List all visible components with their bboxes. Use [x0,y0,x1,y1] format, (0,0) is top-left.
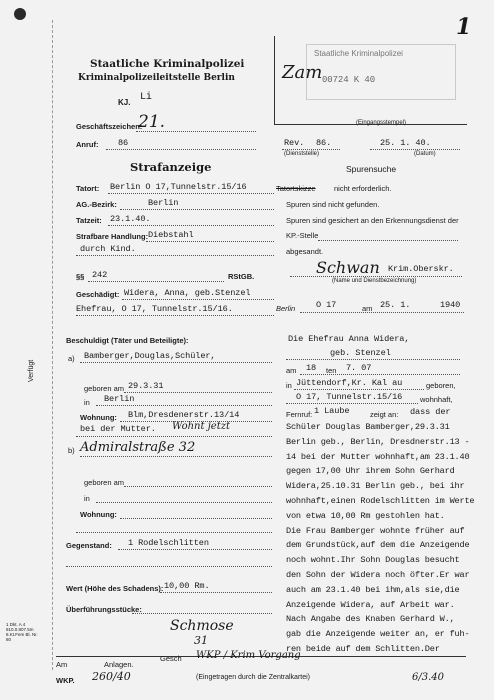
geschaedigt-value: Widera, Anna, geb.Stenzel [124,288,251,298]
narrative-line: Anzeigende Widera, auf Arbeit war. [286,599,455,610]
rule [76,532,272,533]
rule [132,613,272,614]
tatortskizze-struck: Tatortskizze [276,184,316,193]
spuren-line-5: abgesandt. [286,247,324,256]
narrative-line: dem Grundstück,auf dem die Anzeigende [286,540,470,551]
tatzeit-label: Tatzeit: [76,216,102,225]
rule [76,315,274,316]
suspect-a-name: Bamberger,Douglas,Schüler, [84,351,216,361]
narrative-line: noch wohnt.Ihr Sohn Douglas besucht [286,555,460,566]
beschuldigt-label: Beschuldigt (Täter und Beteiligte): [66,336,189,345]
rule [118,549,272,550]
spuren-line-3: Spuren sind gesichert an den Erkennungsdienst der [286,216,459,225]
narrative-line: gab die Anzeigende weiter an, er fuh- [286,629,470,640]
suspect-in-value: Berlin [104,394,135,404]
anruf-value: 86 [118,138,129,148]
suspect-in-label: in [84,398,90,407]
narrative-line: Berlin geb., Berlin, Dresdnerstr.13 - [286,436,470,447]
berlin-label: Berlin [276,304,296,313]
form-title: Strafanzeige [130,160,212,174]
officer-rank: Krim.Oberskr. [388,264,454,274]
file-reference-value: 21. [138,112,166,132]
suspect-geboren-label: geboren am [84,384,125,393]
suspect-wohnung-label: Wohnung: [80,413,117,422]
dienststelle-caption: (Dienststelle) [284,151,320,157]
spuren-line-1: nicht erforderlich. [334,184,392,193]
rule [300,312,464,313]
spuren-line-2: Spuren sind nicht gefunden. [286,200,380,209]
rule [318,240,458,241]
rule [124,486,272,487]
rule [108,225,274,226]
file-reference-label: Geschäftszeichen: [76,122,143,131]
kj-label: KJ. [118,98,131,107]
footer-bottom-date: 6/3.40 [412,672,444,683]
margin-rule [52,20,53,670]
stamp-handwriting: Zam [282,62,323,83]
punch-hole [14,8,26,20]
rule [76,255,274,256]
rb-geb: geb. Stenzel [330,348,391,358]
left-margin-annotation: Verfügt [28,359,35,382]
rule [96,502,272,503]
stamp-line1: Staatliche Kriminalpolizei [314,49,403,58]
rule [80,362,272,363]
rb-dass: dass der [410,407,451,417]
tatort-label: Tatort: [76,184,100,193]
handlung-value-2: durch Kind. [80,244,136,254]
spuren-line-4: KP.-Stelle [286,231,319,240]
rule [286,359,460,360]
narrative-line: 14 bei der Mutter wohnhaft,am 23.1.40 [286,451,470,462]
footer-wkp: WKP. [56,676,75,685]
handlung-value: Diebstahl [148,230,194,240]
rb-am-value: 18 [306,363,317,373]
rstgb-label: RStGB. [228,272,255,281]
bezirk-value: Berlin [148,198,179,208]
rule [76,436,272,437]
anruf-label: Anruf: [76,140,99,149]
footer-bottom-note: (Eingetragen durch die Zentralkartei) [196,674,311,681]
rule [146,241,274,242]
rb-wohnhaft: wohnhaft, [420,395,453,404]
berlin-district: O 17 [316,300,337,310]
rule [96,405,272,406]
suspect-wohnung-note: Wohnt jetzt [172,421,231,432]
page-number: 1 [456,14,472,40]
rule [300,374,460,375]
footer-am: Am [56,660,68,669]
narrative-line: von etwa 10,00 Rm gestohlen hat. [286,510,445,521]
rule [294,389,424,390]
print-codes: 1 Dkt. A 4 810.0.807.5m 8.Kt.Fem Bl. Nr. 80 [6,622,38,642]
rule [106,149,256,150]
narrative-line: auch am 23.1.40 bei ihm,als sie,die [286,584,460,595]
rb-am-label: am [286,366,297,375]
handlung-label: Strafbare Handlung: [76,232,149,241]
rb-geboren: geboren, [426,381,456,390]
suspect-b-label: b) [68,446,75,455]
narrative-line: Schüler Douglas Bamberger,29.3.31 [286,422,450,432]
rule [120,518,272,519]
stamp-line2: 00724 K 40 [322,75,376,85]
rule [122,299,274,300]
geschaedigt-label: Geschädigt: [76,290,120,299]
rev-value: 86. [316,138,332,148]
suspect-b-geboren: geboren am [84,478,125,487]
rb-addr: O 17, Tunnelstr.15/16 [296,392,403,402]
narrative-line: wohnhaft,einen Rodelschlitten im Werte [286,495,475,506]
rule [88,281,224,282]
narrative-line: Die Frau Bamberger wohnte früher auf [286,525,465,536]
paragraph-label: §§ [76,272,85,281]
narrative-line: ren beide auf dem Schlitten.Der [286,643,440,654]
rb-fernruf-label: Fernruf: [286,410,313,419]
suspect-geboren-value: 29.3.31 [128,381,164,391]
gegenstand-label: Gegenstand: [66,541,112,550]
footer-wkp-value: 260/40 [92,670,131,683]
suspect-a-label: a) [68,354,75,363]
footer-bottom-hw: WKP / Krim Vorgang [196,650,301,661]
narrative-line: den Sohn der Widera noch öfter.Er war [286,569,470,580]
paragraph-value: 242 [92,270,108,280]
datum-caption: (Datum) [414,151,436,157]
narrative-line: Widera,25.10.31 Berlin geb., bei ihr [286,481,465,492]
rb-fernruf-value: 1 Laube [314,406,350,416]
report-date: 25. 1. 40. [380,138,431,148]
geschaedigt-value-2: Ehefrau, O 17, Tunnelstr.15/16. [76,304,233,314]
suspect-wohnung-value: Blm,Dresdenerstr.13/14 [128,410,240,420]
wert-label: Wert (Höhe des Schadens): [66,584,164,593]
signature-1: Schmose [170,618,234,634]
tatort-value: Berlin O 17,Tunnelstr.15/16 [110,182,247,192]
berlin-date: 25. 1. [380,300,411,310]
rb-am-value-2: 7. 07 [346,363,372,373]
rb-in-label: in [286,381,292,390]
rule [370,149,460,150]
rule [282,149,340,150]
rule [108,193,274,194]
gegenstand-value: 1 Rodelschlitten [128,538,209,548]
officer-caption: (Name und Dienstbezeichnung) [332,278,417,284]
rb-zeigt: zeigt an: [370,410,399,419]
suspect-b-value: Admiralstraße 32 [80,440,196,455]
rb-ten: ten [326,366,337,375]
bezirk-label: AG.-Bezirk: [76,200,117,209]
suspect-wohnung-value-2: bei der Mutter. [80,424,156,434]
rule [160,592,272,593]
suspect-b-in: in [84,494,90,503]
rule [120,209,274,210]
rule [290,276,462,277]
berlin-year: 1940 [440,300,461,310]
spurensuche-title: Spurensuche [346,164,397,174]
footer-gesch: Gesch [160,654,182,663]
officer-signature: Schwan [316,258,380,277]
sub-agency-name: Kriminalpolizeileitstelle Berlin [78,73,235,83]
rule [66,566,272,567]
ueberfuehrung-label: Überführungsstücke: [66,605,142,614]
rule [286,403,418,404]
tatzeit-value: 23.1.40. [110,214,151,224]
stamp-caption: (Eingangsstempel) [356,120,407,126]
rb-in-value: Jüttendorf,Kr. Kal au [296,378,403,388]
rule [124,392,272,393]
footer-anlagen: Anlagen. [104,660,134,669]
kj-value: Li [140,92,152,103]
wert-value: 10,00 Rm. [164,581,210,591]
signature-2: 31 [194,634,208,647]
narrative-line: Nach Angabe des Knaben Gerhard W., [286,614,455,625]
rb-die: Die Ehefrau Anna Widera, [288,334,410,344]
berlin-am: am [362,304,373,313]
narrative-line: gegen 17,00 Uhr ihrem Sohn Gerhard [286,466,455,477]
suspect-b-wohnung: Wohnung: [80,510,117,519]
rule [136,131,256,132]
agency-name: Staatliche Kriminalpolizei [90,58,245,70]
rev-label: Rev. [284,138,305,148]
narrative [286,420,492,657]
rule [80,456,272,457]
